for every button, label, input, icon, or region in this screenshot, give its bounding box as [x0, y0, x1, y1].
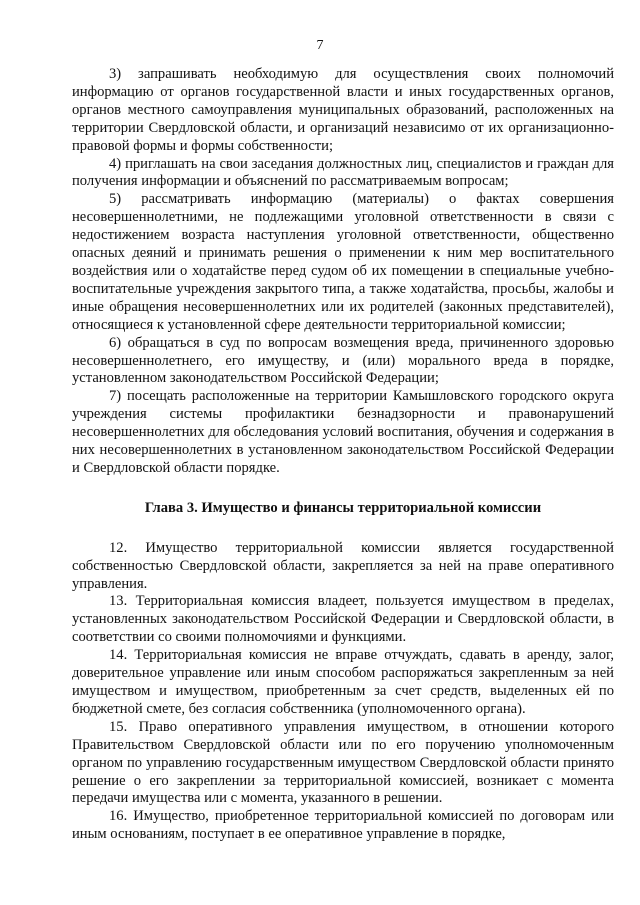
list-item-5: 5) рассматривать информацию (материалы) о фактах совершения несовершеннолетними, не подлежащими уголовной ответственности в связи с недостижением возраста наступления уголовной ответственности, общественно опасных деяний и принимать решения о применении к ним мер воспитательного воздействия или о ходатайстве перед судом об их помещении в специальные учебно-воспитательные учреждения закрытого типа, а также ходатайства, просьбы, жалобы и иные обращения несовершеннолетних или их родителей (законных представителей), относящиеся к установленной сфере деятельности территориальной комиссии;	[72, 191, 614, 333]
section-14: 14. Территориальная комиссия не вправе отчуждать, сдавать в аренду, залог, доверительное управление или иным способом распоряжаться закрепленным за ней имуществом и имуществом, приобретенным за счет средств, выделенных ей по бюджетной смете, без согласия собственника (уполномоченного органа).	[72, 647, 614, 717]
chapter-title: Глава 3. Имущество и финансы территориальной комиссии	[144, 499, 542, 516]
section-13: 13. Территориальная комиссия владеет, пользуется имуществом в пределах, установленных законодательством Российской Федерации и Свердловской области, в соответствии со своими полномочиями и функциями.	[72, 593, 614, 646]
page-number: 7	[316, 38, 324, 53]
list-item-6: 6) обращаться в суд по вопросам возмещения вреда, причиненного здоровью несовершеннолетнего, его имуществу, и (или) морального вреда в порядке, установленном законодательством Российской Федерации;	[72, 334, 614, 387]
section-15: 15. Право оперативного управления имуществом, в отношении которого Правительством Свердловской области или по его поручению уполномоченным органом по управлению государственным имуществом Свердловской области принято решение о его закреплении за территориальной комиссией, возникает с момента передачи имущества или с момента, указанного в решении.	[72, 718, 614, 807]
document-body	[72, 66, 614, 844]
section-12: 12. Имущество территориальной комиссии является государственной собственностью Свердловской области, закрепляется за ней на праве оперативного управления.	[72, 539, 614, 592]
list-item-4: 4) приглашать на свои заседания должностных лиц, специалистов и граждан для получения информации и объяснений по рассматриваемым вопросам;	[72, 155, 614, 190]
section-16: 16. Имущество, приобретенное территориальной комиссией по договорам или иным основаниям, поступает в ее оперативное управление в порядке,	[72, 808, 614, 843]
list-item-7: 7) посещать расположенные на территории Камышловского городского округа учреждения системы профилактики безнадзорности и правонарушений несовершеннолетних для обследования условий воспитания, обучения и содержания в них несовершеннолетних в установленном законодательством Российской Федерации и Свердловской области порядке.	[72, 388, 614, 476]
list-item-3: 3) запрашивать необходимую для осуществления своих полномочий информацию от органов государственной власти и иных государственных органов, органов местного самоуправления муниципальных образований, расположенных на территории Свердловской области, и организаций независимо от их организационно-правовой формы и формы собственности;	[72, 66, 614, 154]
